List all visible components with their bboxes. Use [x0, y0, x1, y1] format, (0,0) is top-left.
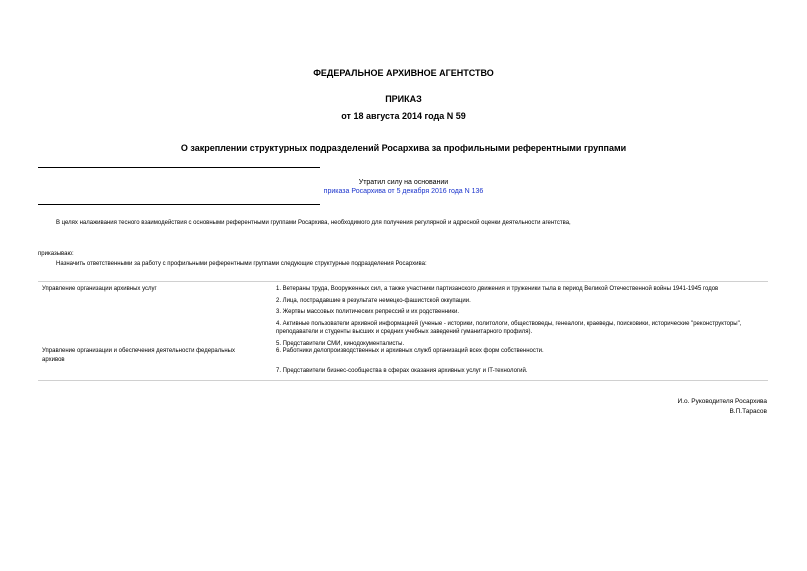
status-note — [0, 178, 807, 196]
list-item: 2. Лица, пострадавшие в результате немецко-фашистской оккупации. — [276, 297, 471, 304]
instruction-text: Назначить ответственными за работу с профильными референтными группами следующие структурные подразделения Росархива: — [56, 261, 427, 267]
preamble-text: В целях налаживания тесного взаимодействия с основными референтными группами Росархива, необходимого для получения регулярной и адресной оценки деятельности агентства, — [56, 220, 571, 226]
document-type: ПРИКАЗ — [385, 94, 422, 104]
list-item: 7. Представители бизнес-сообщества в сферах оказания архивных услуг и IT-технологий. — [276, 367, 528, 374]
signatory-name: В.П.Тарасов — [729, 408, 767, 415]
table-row-2-department: Управление организации и обеспечения деятельности федеральных архивов — [42, 348, 235, 363]
table-row-1-groups — [276, 285, 771, 348]
signatory-position: И.о. Руководителя Росархива — [677, 398, 767, 405]
document-date-number: от 18 августа 2014 года N 59 — [341, 111, 466, 121]
table-row-1-department: Управление организации архивных услуг — [42, 286, 157, 292]
list-item: 5. Представители СМИ, кинодокументалисты. — [276, 340, 405, 347]
list-item: 3. Жертвы массовых политических репрессий и их родственники. — [276, 309, 460, 315]
table-row-2-groups — [276, 347, 771, 375]
divider-bottom — [38, 204, 320, 205]
status-link[interactable]: приказа Росархива от 5 декабря 2016 года N 136 — [323, 188, 484, 195]
document-title: О закреплении структурных подразделений Росархива за профильными референтными группами — [180, 143, 627, 153]
list-item: 4. Активные пользователи архивной информацией (ученые - историки, политологи, обществоведы, генеалоги, краеведы, поисковики, исторические "реконструкторы", преподаватели и студенты высших и средних учебных заведений гуманитарного профиля). — [276, 320, 742, 335]
table-top-rule — [38, 281, 768, 282]
divider-top — [38, 167, 320, 168]
list-item: 6. Работники делопроизводственных и архивных служб организаций всех форм собственности. — [276, 348, 544, 354]
list-item: 1. Ветераны труда, Вооруженных сил, а также участники партизанского движения и труженики тыла в период Великой Отечественной войны 1941-1945 годов — [276, 286, 719, 292]
signature-block — [678, 397, 767, 417]
agency-name: ФЕДЕРАЛЬНОЕ АРХИВНОЕ АГЕНТСТВО — [313, 68, 494, 78]
order-word: приказываю: — [38, 251, 74, 257]
table-bottom-rule — [38, 380, 768, 381]
status-line: Утратил силу на основании — [358, 179, 449, 186]
